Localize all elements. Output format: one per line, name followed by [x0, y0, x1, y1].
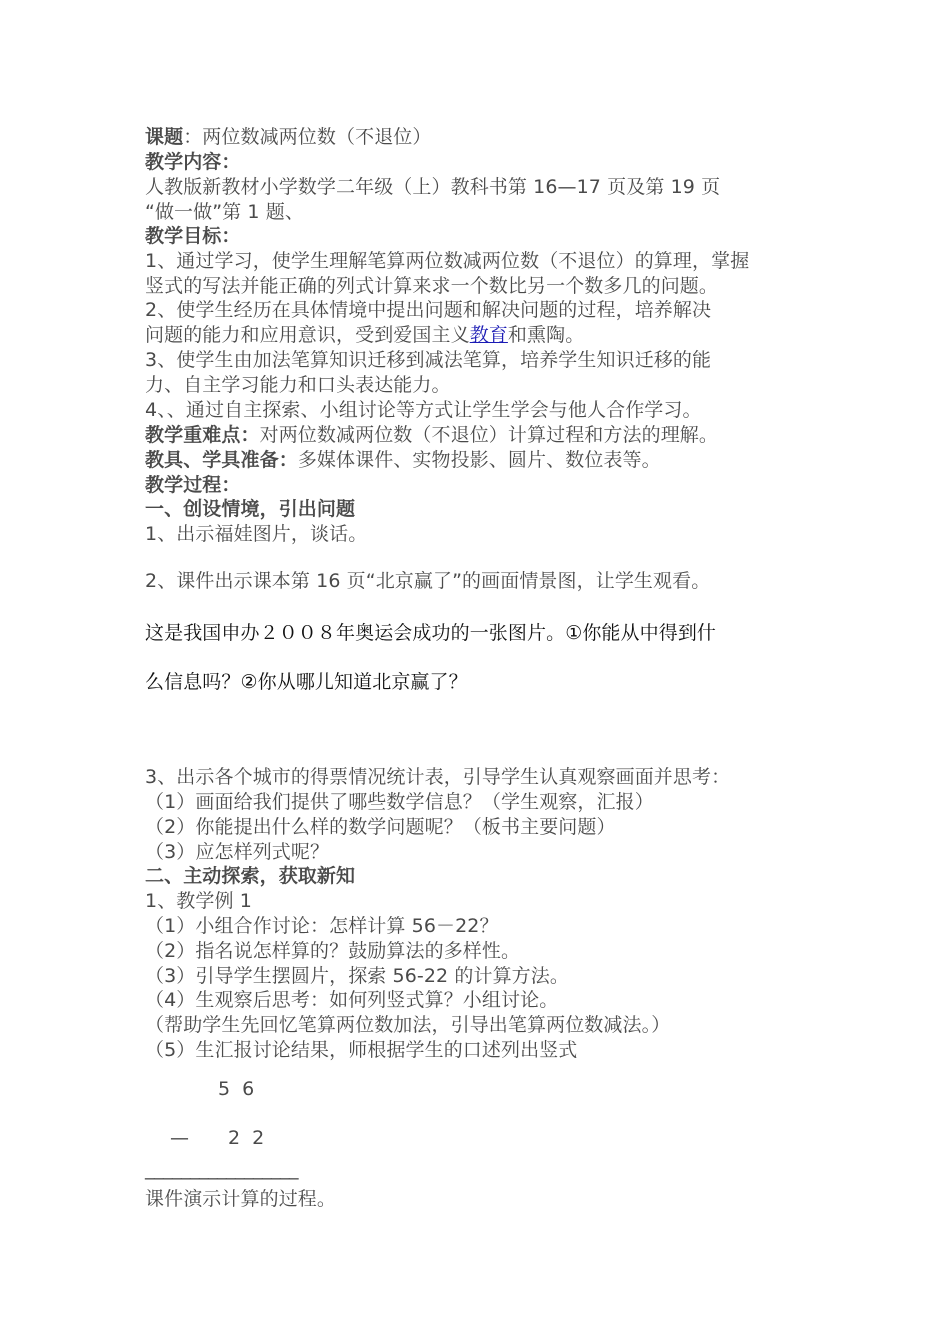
key-value: 对两位数减两位数（不退位）计算过程和方法的理解。: [259, 424, 719, 446]
goal-1-line-1: 1、通过学习，使学生理解笔算两位数减两位数（不退位）的算理，掌握: [145, 250, 750, 272]
key-label: 教学重难点：: [145, 424, 260, 446]
calc-minuend: 5 6: [218, 1078, 258, 1100]
tools: [145, 448, 661, 473]
step-1-2: 2、课件出示课本第 16 页“北京赢了”的画面情景图，让学生观看。: [145, 570, 711, 592]
goal-2-text-b: 和熏陶。: [507, 324, 585, 346]
calc-subtrahend: 2 2: [228, 1127, 268, 1149]
tools-label: 教具、学具准备：: [145, 449, 298, 471]
education-link[interactable]: 教育: [469, 324, 508, 346]
step-1-3-b: （2）你能提出什么样的数学问题呢？（板书主要问题）: [145, 816, 616, 838]
closing-line: 课件演示计算的过程。: [145, 1188, 337, 1210]
section-2-heading: 二、主动探索，获取新知: [145, 865, 356, 887]
calc-rule: _________________: [145, 1158, 298, 1180]
step-2-1-b: （2）指名说怎样算的？鼓励算法的多样性。: [145, 940, 521, 962]
tools-value: 多媒体课件、实物投影、圆片、数位表等。: [297, 449, 661, 471]
goal-3-line-2: 力、自主学习能力和口头表达能力。: [145, 374, 451, 396]
step-2-1-e: （帮助学生先回忆笔算两位数加法，引导出笔算两位数减法。）: [145, 1014, 671, 1036]
section-1-heading: 一、创设情境，引出问题: [145, 498, 356, 520]
goal-1-line-2: 竖式的写法并能正确的列式计算来求一个数比另一个数多几的问题。: [145, 275, 719, 297]
content-line-1: 人教版新教材小学数学二年级（上）教科书第 16—17 页及第 19 页: [145, 176, 721, 198]
title-label: 课题: [145, 126, 184, 148]
step-1-3-a: （1）画面给我们提供了哪些数学信息？（学生观察，汇报）: [145, 791, 654, 813]
title-value: ：两位数减两位数（不退位）: [183, 126, 432, 148]
step-1-1: 1、出示福娃图片，谈话。: [145, 523, 368, 545]
step-2-1: 1、教学例 1: [145, 890, 252, 912]
content-line-2: “做一做”第 1 题、: [145, 201, 304, 223]
content-label: 教学内容：: [145, 151, 241, 173]
goals-label: 教学目标：: [145, 225, 241, 247]
goal-2-line-1: 2、使学生经历在具体情境中提出问题和解决问题的过程，培养解决: [145, 299, 712, 321]
calc-minus-sign: —: [170, 1127, 190, 1149]
goal-2-line-2: [145, 323, 584, 348]
quote-line-1: 这是我国申办２００８年奥运会成功的一张图片。①你能从中得到什: [145, 622, 717, 644]
step-2-1-c: （3）引导学生摆圆片，探索 56-22 的计算方法。: [145, 965, 569, 987]
key-points: [145, 423, 718, 448]
step-2-1-d: （4）生观察后思考：如何列竖式算？小组讨论。: [145, 989, 559, 1011]
process-label: 教学过程：: [145, 474, 241, 496]
quote-line-2: 么信息吗？②你从哪儿知道北京赢了？: [145, 671, 468, 693]
step-2-1-f: （5）生汇报讨论结果，师根据学生的口述列出竖式: [145, 1039, 578, 1061]
lesson-title: [145, 125, 432, 150]
goal-2-text-a: 问题的能力和应用意识，受到爱国主义: [145, 324, 470, 346]
step-2-1-a: （1）小组合作讨论：怎样计算 56－22？: [145, 915, 499, 937]
step-1-3-c: （3）应怎样列式呢？: [145, 841, 330, 863]
step-1-3: 3、出示各个城市的得票情况统计表，引导学生认真观察画面并思考：: [145, 766, 731, 788]
goal-3-line-1: 3、使学生由加法笔算知识迁移到减法笔算，培养学生知识迁移的能: [145, 349, 712, 371]
goal-4: 4、、通过自主探索、小组讨论等方式让学生学会与他人合作学习。: [145, 399, 702, 421]
